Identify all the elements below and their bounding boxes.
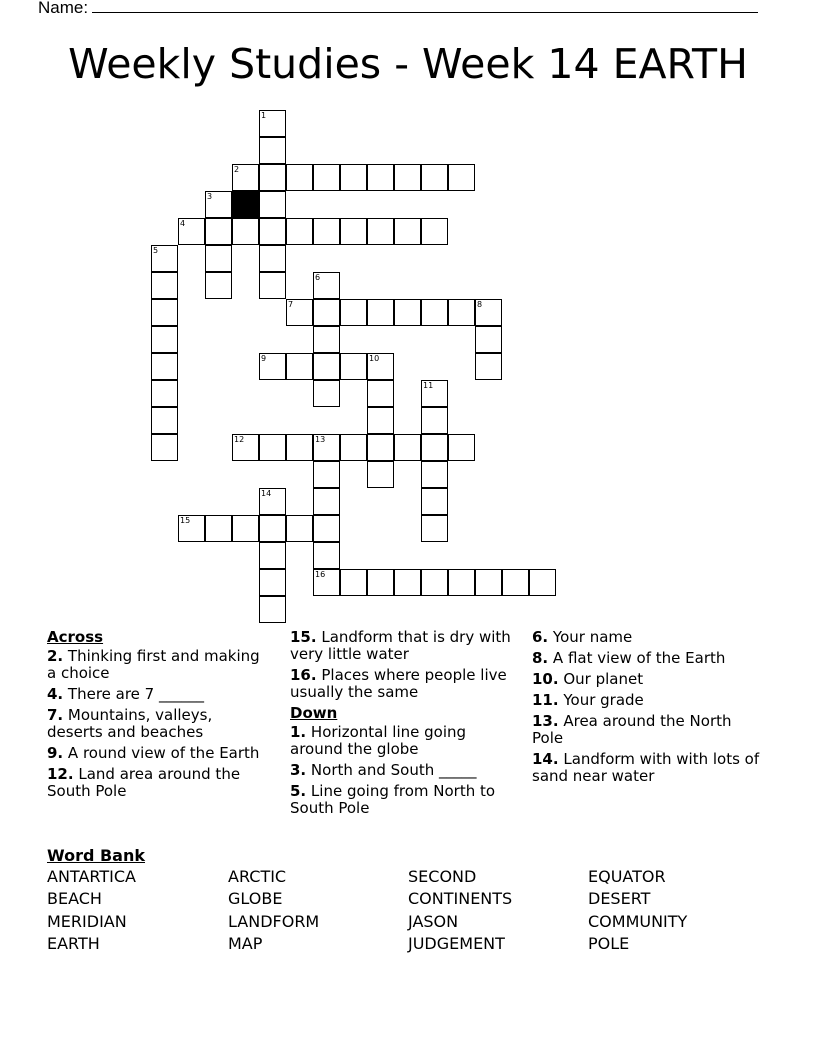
- grid-cell[interactable]: [394, 434, 421, 461]
- grid-cell[interactable]: [232, 218, 259, 245]
- grid-cell[interactable]: [313, 488, 340, 515]
- clue-number: 2: [234, 165, 240, 174]
- grid-cell[interactable]: [367, 353, 394, 380]
- clue: [290, 783, 520, 817]
- grid-cell[interactable]: [448, 569, 475, 596]
- clue-num: 10.: [532, 670, 559, 688]
- grid-cell[interactable]: [259, 353, 286, 380]
- grid-cell[interactable]: [205, 272, 232, 299]
- word-bank-item: CONTINENTS: [408, 889, 513, 908]
- grid-cell[interactable]: [232, 515, 259, 542]
- clue-text: Landform that is dry with very little water: [290, 628, 511, 663]
- clue-num: 8.: [532, 649, 549, 667]
- grid-cell[interactable]: [232, 164, 259, 191]
- grid-cell[interactable]: [205, 515, 232, 542]
- clue-num: 5.: [290, 782, 307, 800]
- grid-cell[interactable]: [286, 515, 313, 542]
- clue-number: 11: [423, 381, 434, 390]
- clue: [290, 762, 520, 779]
- word-bank-item: COMMUNITY: [588, 912, 688, 931]
- word-bank-item: LANDFORM: [228, 912, 320, 931]
- clue-text: Land area around the South Pole: [47, 765, 241, 800]
- clue-text: North and South _____: [310, 761, 477, 779]
- grid-cell[interactable]: [394, 569, 421, 596]
- clue: [532, 671, 762, 688]
- grid-cell[interactable]: [259, 515, 286, 542]
- grid-cell[interactable]: [313, 542, 340, 569]
- clue-text: Places where people live usually the same: [290, 666, 507, 701]
- clue-number: 6: [315, 273, 321, 282]
- clue-text: Our planet: [563, 670, 644, 688]
- clue: [290, 724, 520, 758]
- clue-num: 11.: [532, 691, 559, 709]
- grid-cell[interactable]: [340, 299, 367, 326]
- grid-cell[interactable]: [259, 218, 286, 245]
- grid-cell[interactable]: [313, 434, 340, 461]
- grid-cell[interactable]: [259, 137, 286, 164]
- clue-num: 13.: [532, 712, 559, 730]
- grid-cell[interactable]: [367, 164, 394, 191]
- clue-number: 12: [234, 435, 245, 444]
- clue-text: Your name: [552, 628, 633, 646]
- clue-num: 12.: [47, 765, 74, 783]
- grid-cell[interactable]: [448, 299, 475, 326]
- clue-num: 15.: [290, 628, 317, 646]
- clue-text: Horizontal line going around the globe: [290, 723, 467, 758]
- grid-cell[interactable]: [286, 353, 313, 380]
- grid-cell[interactable]: [502, 569, 529, 596]
- grid-cell[interactable]: [313, 218, 340, 245]
- clues-column-3: [532, 629, 762, 789]
- word-bank-item: POLE: [588, 934, 630, 953]
- clue-num: 6.: [532, 628, 549, 646]
- grid-cell[interactable]: [367, 461, 394, 488]
- clue-text: Landform with with lots of sand near water: [532, 750, 760, 785]
- clue: [532, 650, 762, 667]
- clue-text: Mountains, valleys, deserts and beaches: [47, 706, 213, 741]
- grid-cell[interactable]: [232, 434, 259, 461]
- word-bank-item: MERIDIAN: [47, 912, 127, 931]
- clue-number: 13: [315, 435, 326, 444]
- word-bank-item: DESERT: [588, 889, 651, 908]
- grid-cell[interactable]: [259, 596, 286, 623]
- grid-cell[interactable]: [151, 353, 178, 380]
- clue-text: A round view of the Earth: [67, 744, 260, 762]
- clue-number: 15: [180, 516, 191, 525]
- grid-cell[interactable]: [151, 407, 178, 434]
- grid-cell[interactable]: [151, 434, 178, 461]
- grid-cell[interactable]: [151, 299, 178, 326]
- clue: [532, 629, 762, 646]
- clue-num: 3.: [290, 761, 307, 779]
- clue-num: 4.: [47, 685, 64, 703]
- word-bank-item: ARCTIC: [228, 867, 287, 886]
- grid-cell[interactable]: [286, 218, 313, 245]
- black-cell: [232, 191, 259, 218]
- clue: [290, 667, 520, 701]
- grid-cell[interactable]: [367, 569, 394, 596]
- grid-cell[interactable]: [151, 272, 178, 299]
- grid-cell[interactable]: [340, 569, 367, 596]
- grid-cell[interactable]: [313, 299, 340, 326]
- name-label: Name:: [38, 0, 89, 17]
- clue-number: 10: [369, 354, 380, 363]
- grid-cell[interactable]: [259, 434, 286, 461]
- grid-cell[interactable]: [421, 488, 448, 515]
- page-title: Weekly Studies - Week 14 EARTH: [68, 40, 748, 88]
- grid-cell[interactable]: [286, 299, 313, 326]
- clue: [47, 707, 267, 741]
- grid-cell[interactable]: [313, 461, 340, 488]
- clue-num: 2.: [47, 647, 64, 665]
- clue: [290, 629, 520, 663]
- grid-cell[interactable]: [205, 245, 232, 272]
- grid-cell[interactable]: [367, 299, 394, 326]
- word-bank-item: MAP: [228, 934, 263, 953]
- name-field: [38, 0, 758, 18]
- grid-cell[interactable]: [340, 434, 367, 461]
- grid-cell[interactable]: [529, 569, 556, 596]
- grid-cell[interactable]: [313, 164, 340, 191]
- word-bank-title: Word Bank: [47, 846, 146, 865]
- clue-num: 16.: [290, 666, 317, 684]
- clue: [532, 751, 762, 785]
- clue-text: Line going from North to South Pole: [290, 782, 496, 817]
- clue-text: Area around the North Pole: [532, 712, 732, 747]
- clue-number: 16: [315, 570, 326, 579]
- clue-text: There are 7 ______: [67, 685, 204, 703]
- clue-number: 1: [261, 111, 267, 120]
- grid-cell[interactable]: [178, 515, 205, 542]
- grid-cell[interactable]: [313, 515, 340, 542]
- grid-cell[interactable]: [475, 353, 502, 380]
- grid-cell[interactable]: [259, 488, 286, 515]
- clue-num: 9.: [47, 744, 64, 762]
- grid-cell[interactable]: [421, 515, 448, 542]
- grid-cell[interactable]: [259, 272, 286, 299]
- clue-number: 7: [288, 300, 294, 309]
- clue-number: 9: [261, 354, 267, 363]
- grid-cell[interactable]: [421, 407, 448, 434]
- across-header: Across: [47, 628, 104, 646]
- grid-cell[interactable]: [421, 380, 448, 407]
- grid-cell[interactable]: [259, 245, 286, 272]
- name-line[interactable]: [92, 0, 758, 13]
- grid-cell[interactable]: [340, 164, 367, 191]
- grid-cell[interactable]: [259, 110, 286, 137]
- clue-number: 5: [153, 246, 159, 255]
- clue-number: 8: [477, 300, 483, 309]
- clue-num: 1.: [290, 723, 307, 741]
- clue-text: A flat view of the Earth: [552, 649, 726, 667]
- grid-cell[interactable]: [421, 569, 448, 596]
- grid-cell[interactable]: [367, 380, 394, 407]
- grid-cell[interactable]: [340, 353, 367, 380]
- grid-cell[interactable]: [340, 218, 367, 245]
- grid-cell[interactable]: [421, 461, 448, 488]
- grid-cell[interactable]: [448, 434, 475, 461]
- grid-cell[interactable]: [421, 299, 448, 326]
- word-bank-item: GLOBE: [228, 889, 283, 908]
- grid-cell[interactable]: [313, 272, 340, 299]
- grid-cell[interactable]: [259, 191, 286, 218]
- grid-cell[interactable]: [151, 245, 178, 272]
- clue: [47, 745, 267, 762]
- grid-cell[interactable]: [205, 218, 232, 245]
- word-bank-item: BEACH: [47, 889, 102, 908]
- grid-cell[interactable]: [286, 434, 313, 461]
- clue: [47, 766, 267, 800]
- word-bank-item: ANTARTICA: [47, 867, 136, 886]
- clue-number: 4: [180, 219, 186, 228]
- clue-text: Your grade: [563, 691, 644, 709]
- grid-cell[interactable]: [367, 218, 394, 245]
- grid-cell[interactable]: [421, 164, 448, 191]
- clue-number: 14: [261, 489, 272, 498]
- down-header: Down: [290, 704, 338, 722]
- grid-cell[interactable]: [151, 380, 178, 407]
- clue-num: 7.: [47, 706, 64, 724]
- clue: [532, 692, 762, 709]
- grid-cell[interactable]: [286, 164, 313, 191]
- word-bank-item: JUDGEMENT: [408, 934, 505, 953]
- word-bank-item: SECOND: [408, 867, 477, 886]
- grid-cell[interactable]: [313, 380, 340, 407]
- grid-cell[interactable]: [421, 434, 448, 461]
- grid-cell[interactable]: [259, 164, 286, 191]
- grid-cell[interactable]: [421, 218, 448, 245]
- grid-cell[interactable]: [367, 434, 394, 461]
- grid-cell[interactable]: [475, 299, 502, 326]
- grid-cell[interactable]: [448, 164, 475, 191]
- grid-cell[interactable]: [178, 218, 205, 245]
- grid-cell[interactable]: [205, 191, 232, 218]
- clue-text: Thinking first and making a choice: [47, 647, 260, 682]
- grid-cell[interactable]: [313, 353, 340, 380]
- grid-cell[interactable]: [367, 407, 394, 434]
- grid-cell[interactable]: [394, 299, 421, 326]
- grid-cell[interactable]: [475, 569, 502, 596]
- grid-cell[interactable]: [259, 569, 286, 596]
- clue-num: 14.: [532, 750, 559, 768]
- clue: [47, 686, 267, 703]
- clue: [532, 713, 762, 747]
- grid-cell[interactable]: [313, 326, 340, 353]
- grid-cell[interactable]: [151, 326, 178, 353]
- grid-cell[interactable]: [394, 164, 421, 191]
- grid-cell[interactable]: [394, 218, 421, 245]
- grid-cell[interactable]: [475, 326, 502, 353]
- word-bank-item: EQUATOR: [588, 867, 666, 886]
- grid-cell[interactable]: [313, 569, 340, 596]
- grid-cell[interactable]: [259, 542, 286, 569]
- clues-column-2: [290, 629, 520, 821]
- word-bank-item: JASON: [408, 912, 459, 931]
- word-bank-item: EARTH: [47, 934, 100, 953]
- clue-number: 3: [207, 192, 213, 201]
- clue: [47, 648, 267, 682]
- clues-column-1: [47, 629, 267, 804]
